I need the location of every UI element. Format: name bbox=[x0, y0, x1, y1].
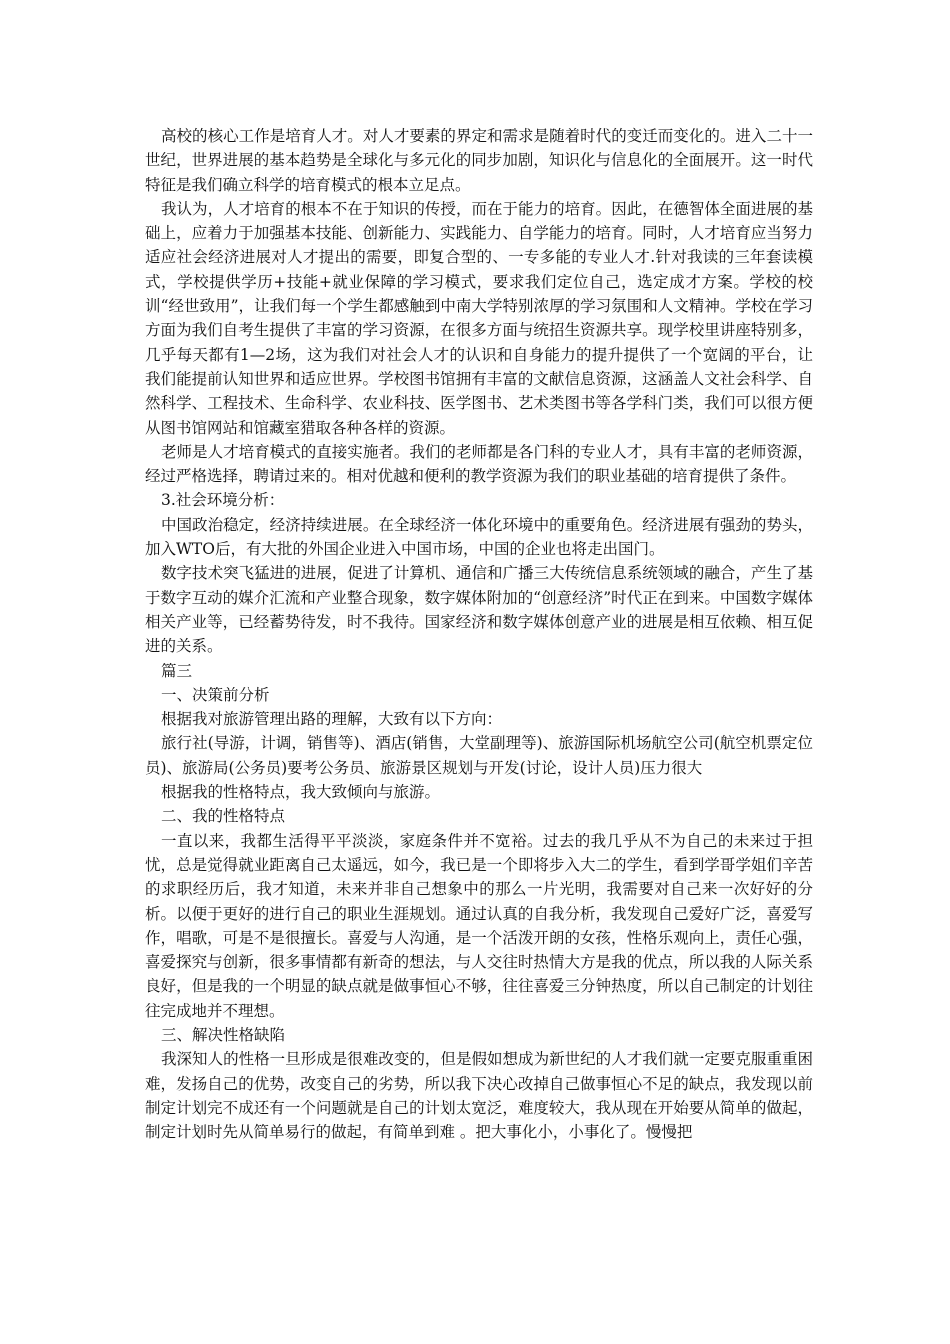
section-heading: 一、决策前分析 bbox=[161, 685, 270, 704]
paragraph: 我认为，人才培育的根本不在于知识的传授，而在于能力的培育。因此，在德智体全面进展的基础上，应着力于加强基本技能、创新能力、实践能力、自学能力的培育。同时，人才培育应当努力适应社会经济进展对人才提出的需要，即复合型的、一专多能的专业人才.针对我读的三年套读模式，学校提供学历+技能+就业保障的学习模式，要求我们定位自己，选定成才方案。学校的校训“经世致用”，让我们每一个学生都感触到中南大学特别浓厚的学习氛围和人文精神。学校在学习方面为我们自考生提供了丰富的学习资源，在很多方面与统招生资源共享。现学校里讲座特别多，几乎每天都有1—2场，这为我们对社会人才的认识和自身能力的提升提供了一个宽阔的平台，让我们能提前认知世界和适应世界。学校图书馆拥有丰富的文献信息资源，这涵盖人文社会科学、自然科学、工程技术、生命科学、农业科技、医学图书、艺术类图书等各学科门类，我们可以很方便从图书馆网站和馆藏室猎取各种各样的资源。 bbox=[145, 199, 813, 437]
section-heading: 三、解决性格缺陷 bbox=[161, 1025, 286, 1044]
paragraph: 数字技术突飞猛进的进展，促进了计算机、通信和广播三大传统信息系统领域的融合，产生了基于数字互动的媒介汇流和产业整合现象，数字媒体附加的“创意经济”时代正在到来。中国数字媒体相关产业等，已经蓄势待发，时不我待。国家经济和数字媒体创意产业的进展是相互依赖、相互促进的关系。 bbox=[145, 564, 813, 656]
paragraph: 旅行社(导游，计调，销售等)、酒店(销售，大堂副理等)、旅游国际机场航空公司(航空机票定位员)、旅游局(公务员)要考公务员、旅游景区规划与开发(讨论，设计人员)压力很大 bbox=[145, 734, 813, 777]
section-heading: 3.社会环境分析： bbox=[161, 491, 285, 510]
section-heading: 篇三 bbox=[161, 661, 193, 680]
paragraph: 根据我的性格特点，我大致倾向与旅游。 bbox=[161, 783, 441, 802]
paragraph: 高校的核心工作是培育人才。对人才要素的界定和需求是随着时代的变迁而变化的。进入二十一世纪，世界进展的基本趋势是全球化与多元化的同步加剧，知识化与信息化的全面展开。这一时代特征是我们确立科学的培育模式的根本立足点。 bbox=[145, 127, 813, 194]
document-page bbox=[145, 124, 813, 1144]
paragraph: 中国政治稳定，经济持续进展。在全球经济一体化环境中的重要角色。经济进展有强劲的势头，加入WTO后，有大批的外国企业进入中国市场，中国的企业也将走出国门。 bbox=[145, 515, 813, 559]
paragraph: 老师是人才培育模式的直接实施者。我们的老师都是各门科的专业人才，具有丰富的老师资源，经过严格选择，聘请过来的。相对优越和便利的教学资源为我们的职业基础的培育提供了条件。 bbox=[145, 442, 813, 486]
paragraph: 一直以来，我都生活得平平淡淡，家庭条件并不宽裕。过去的我几乎从不为自己的未来过于担忧，总是觉得就业距离自己太遥远，如今，我已是一个即将步入大二的学生，看到学哥学姐们辛苦的求职经历后，我才知道，未来并非自己想象中的那么一片光明，我需要对自己来一次好好的分析。以便于更好的进行自己的职业生涯规划。通过认真的自我分析，我发现自己爱好广泛，喜爱写作，唱歌，可是不是很擅长。喜爱与人沟通，是一个活泼开朗的女孩，性格乐观向上，责任心强，喜爱探究与创新，很多事情都有新奇的想法，与人交往时热情大方是我的优点，所以我的人际关系良好，但是我的一个明显的缺点就是做事恒心不够，往往喜爱三分钟热度，所以自己制定的计划往往完成地并不理想。 bbox=[145, 831, 813, 1020]
paragraph: 我深知人的性格一旦形成是很难改变的，但是假如想成为新世纪的人才我们就一定要克服重重困难，发扬自己的优势，改变自己的劣势，所以我下决心改掉自己做事恒心不足的缺点，我发现以前制定计划完不成还有一个问题就是自己的计划太宽泛，难度较大，我从现在开始要从简单的做起，制定计划时先从简单易行的做起，有简单到难 。把大事化小，小事化了。慢慢把 bbox=[145, 1050, 813, 1142]
section-heading: 二、我的性格特点 bbox=[161, 807, 286, 826]
paragraph: 根据我对旅游管理出路的理解，大致有以下方向： bbox=[161, 710, 503, 729]
